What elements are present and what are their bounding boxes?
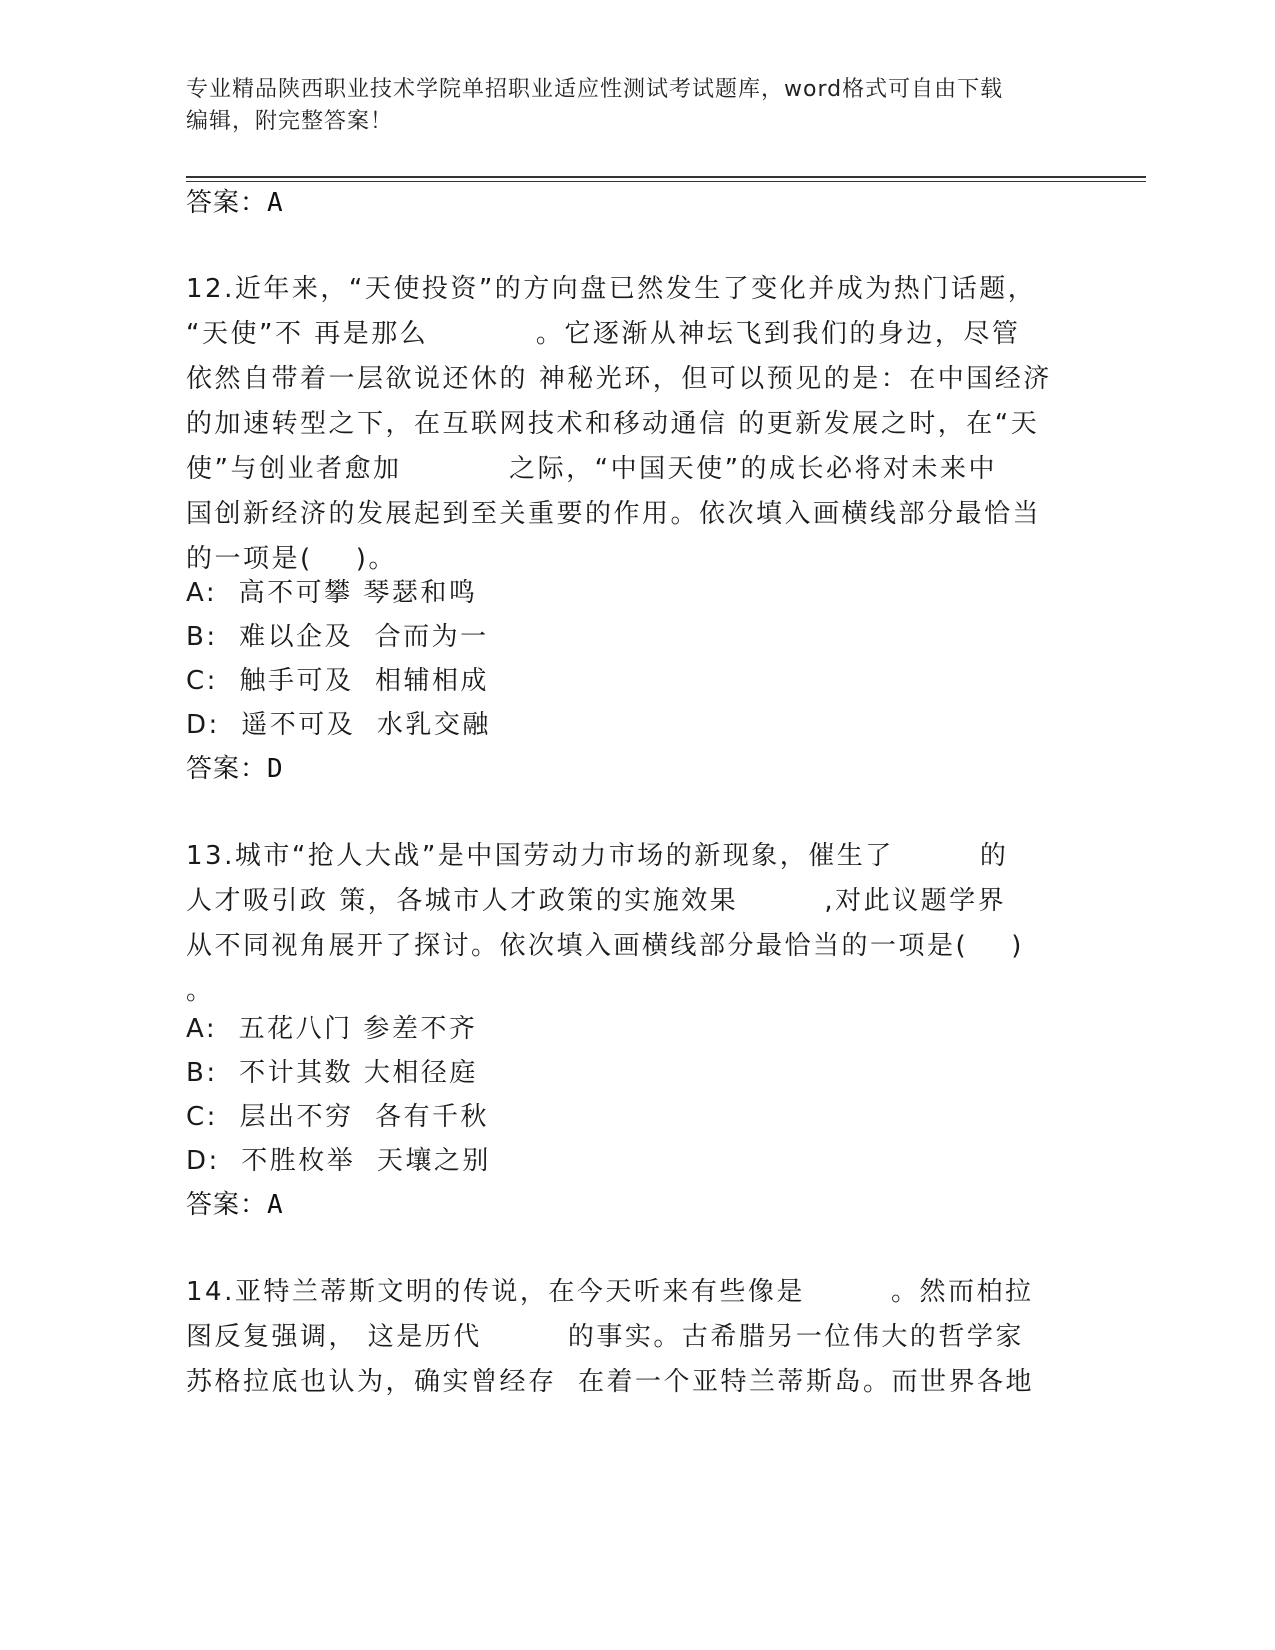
answer-label: 答案： — [186, 754, 268, 784]
question-12-option-d: D: 遥不可及 水乳交融 — [186, 710, 491, 740]
question-12-option-b: B: 难以企及 合而为一 — [186, 622, 489, 652]
question-13-line-3: 从不同视角展开了探讨。依次填入画横线部分最恰当的一项是( ) — [186, 931, 1024, 961]
question-14-line-1: 14.亚特兰蒂斯文明的传说，在今天听来有些像是 。然而柏拉 — [186, 1277, 1034, 1307]
question-12-line-6: 国创新经济的发展起到至关重要的作用。依次填入画横线部分最恰当 — [186, 499, 1042, 529]
question-13-option-c: C: 层出不穷 各有千秋 — [186, 1102, 489, 1132]
question-13-line-4: 。 — [186, 976, 215, 1006]
question-12-option-a: A: 高不可攀 琴瑟和鸣 — [186, 578, 478, 608]
answer-line-q11 — [186, 188, 283, 218]
question-14-line-3: 苏格拉底也认为，确实曾经存 在着一个亚特兰蒂斯岛。而世界各地 — [186, 1367, 1035, 1397]
header-note-line-2: 编辑，附完整答案！ — [186, 109, 394, 134]
header-divider-thin — [186, 181, 1146, 182]
question-13-line-2: 人才吸引政 策，各城市人才政策的实施效果 ,对此议题学界 — [186, 886, 1007, 916]
question-12-line-7: 的一项是( )。 — [186, 544, 397, 574]
header-note-line-1: 专业精品陕西职业技术学院单招职业适应性测试考试题库，word格式可自由下载 — [186, 77, 1004, 102]
question-12-line-1: 12.近年来，“天使投资”的方向盘已然发生了变化并成为热门话题， — [186, 274, 1037, 304]
question-13-line-1: 13.城市“抢人大战”是中国劳动力市场的新现象，催生了 的 — [186, 841, 1009, 871]
header-divider-thick — [186, 176, 1146, 178]
question-12-line-3: 依然自带着一层欲说还休的 神秘光环，但可以预见的是：在中国经济 — [186, 364, 1052, 394]
question-14-stem — [186, 1270, 1066, 1405]
question-12-line-4: 的加速转型之下，在互联网技术和移动通信 的更新发展之时，在“天 — [186, 409, 1040, 439]
answer-line-q13 — [186, 1190, 283, 1220]
answer-value: D — [267, 754, 283, 784]
question-12-line-5: 使”与创业者愈加 之际，“中国天使”的成长必将对未来中 — [186, 454, 998, 484]
question-12-stem — [186, 267, 1066, 582]
question-14-line-2: 图反复强调， 这是历代 的事实。古希腊另一位伟大的哲学家 — [186, 1322, 1024, 1352]
question-12-line-2: “天使”不 再是那么 。它逐渐从神坛飞到我们的身边，尽管 — [186, 319, 1021, 349]
question-13-stem — [186, 834, 1066, 1014]
answer-value: A — [267, 188, 283, 218]
answer-value: A — [267, 1190, 283, 1220]
answer-label: 答案： — [186, 1190, 268, 1220]
header-note — [186, 74, 1066, 138]
question-13-option-d: D: 不胜枚举 天壤之别 — [186, 1146, 491, 1176]
answer-line-q12 — [186, 754, 283, 784]
answer-label: 答案： — [186, 188, 268, 218]
question-13-option-a: A: 五花八门 参差不齐 — [186, 1014, 478, 1044]
question-13-option-b: B: 不计其数 大相径庭 — [186, 1058, 478, 1088]
question-12-option-c: C: 触手可及 相辅相成 — [186, 666, 489, 696]
